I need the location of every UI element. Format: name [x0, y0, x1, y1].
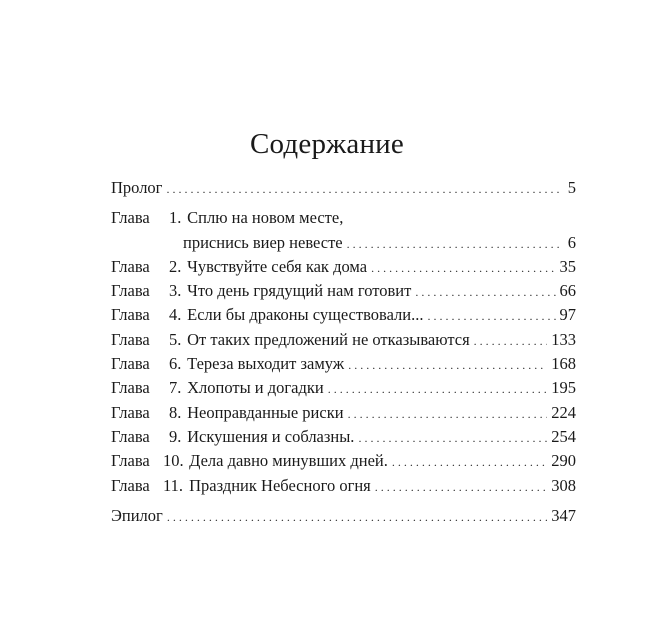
entry-title: Хлопоты и догадки — [187, 378, 324, 398]
entry-title: Тереза выходит замуж — [187, 354, 345, 374]
entry-title: Дела давно минувших дней. — [189, 451, 388, 471]
table-of-contents — [111, 176, 576, 528]
dot-leader — [328, 376, 548, 401]
entry-title: От таких предложений не отказываются — [187, 329, 470, 349]
chapter-word: Глава — [111, 402, 150, 422]
dot-leader — [371, 255, 555, 280]
dot-leader — [358, 425, 547, 450]
entry-title: Пролог — [111, 178, 163, 197]
chapter-number: 1. — [169, 208, 182, 228]
entry-label — [111, 206, 343, 230]
chapter-word: Глава — [111, 208, 150, 228]
dot-leader — [428, 303, 556, 328]
entry-label — [111, 474, 371, 498]
chapter-number: 4. — [169, 305, 182, 325]
page-number: 97 — [559, 305, 576, 325]
entry-label — [111, 279, 411, 303]
entry-label — [111, 449, 388, 473]
entry-label — [111, 352, 344, 376]
page-number: 66 — [559, 281, 576, 301]
chapter-word: Глава — [111, 256, 150, 276]
chapter-word: Глава — [111, 329, 150, 349]
dot-leader — [166, 176, 562, 201]
entry-title-continued: приснись виер невесте — [183, 232, 343, 252]
page-number: 6 — [567, 232, 576, 252]
entry-label — [111, 401, 344, 425]
toc-entry-chapter-3[interactable] — [111, 279, 576, 303]
page-number: 290 — [551, 451, 576, 471]
chapter-word: Глава — [111, 281, 150, 301]
toc-entry-chapter-8[interactable] — [111, 401, 576, 425]
entry-title: Неоправданные риски — [187, 402, 344, 422]
page-number: 133 — [551, 329, 576, 349]
chapter-number: 10. — [163, 451, 184, 471]
page-number: 5 — [567, 178, 576, 197]
entry-title: Чувствуйте себя как дома — [187, 256, 368, 276]
toc-entry-chapter-2[interactable] — [111, 255, 576, 279]
dot-leader — [167, 504, 547, 529]
chapter-number: 6. — [169, 354, 182, 374]
entry-label — [111, 376, 324, 400]
entry-title: Искушения и соблазны. — [187, 426, 355, 446]
page-number: 347 — [551, 505, 576, 525]
chapter-word: Глава — [111, 475, 150, 495]
entry-title: Праздник Небесного огня — [189, 475, 371, 495]
chapter-number: 3. — [169, 281, 182, 301]
chapter-number: 7. — [169, 378, 182, 398]
chapter-word: Глава — [111, 426, 150, 446]
entry-title: Сплю на новом месте, — [187, 208, 344, 228]
toc-entry-chapter-7[interactable] — [111, 376, 576, 400]
toc-entry-chapter-9[interactable] — [111, 425, 576, 449]
page-title: Содержание — [250, 128, 404, 160]
chapter-number: 2. — [169, 256, 182, 276]
entry-label — [111, 328, 470, 352]
chapter-number: 5. — [169, 329, 182, 349]
page-number: 308 — [551, 475, 576, 495]
toc-entry-chapter-1-line-2[interactable] — [111, 231, 576, 255]
dot-leader — [375, 474, 547, 499]
entry-label — [111, 425, 354, 449]
entry-label — [111, 255, 367, 279]
toc-entry-chapter-11[interactable] — [111, 474, 576, 498]
toc-entry-chapter-5[interactable] — [111, 328, 576, 352]
entry-label — [111, 303, 424, 327]
dot-leader — [348, 352, 547, 377]
page-number: 224 — [551, 402, 576, 422]
entry-label — [111, 231, 343, 255]
page-number: 195 — [551, 378, 576, 398]
page-number: 35 — [559, 256, 576, 276]
chapter-word: Глава — [111, 451, 150, 471]
toc-entry-chapter-6[interactable] — [111, 352, 576, 376]
dot-leader — [474, 328, 548, 353]
chapter-number: 9. — [169, 426, 182, 446]
chapter-number: 11. — [163, 475, 184, 495]
toc-entry-chapter-1-line-1[interactable] — [111, 206, 576, 230]
dot-leader — [348, 401, 548, 426]
chapter-word: Глава — [111, 305, 150, 325]
dot-leader — [415, 279, 555, 304]
entry-title: Эпилог — [111, 505, 163, 525]
toc-entry-chapter-10[interactable] — [111, 449, 576, 473]
chapter-word: Глава — [111, 378, 150, 398]
dot-leader — [347, 231, 562, 256]
dot-leader — [392, 449, 547, 474]
entry-title: Что день грядущий нам готовит — [187, 281, 412, 301]
page-number: 168 — [551, 354, 576, 374]
toc-entry-chapter-4[interactable] — [111, 303, 576, 327]
entry-title: Если бы драконы существовали... — [187, 305, 424, 325]
chapter-number: 8. — [169, 402, 182, 422]
toc-entry-epilogue[interactable] — [111, 504, 576, 528]
chapter-word: Глава — [111, 354, 150, 374]
page-number: 254 — [551, 426, 576, 446]
toc-entry-prologue[interactable] — [111, 176, 576, 200]
